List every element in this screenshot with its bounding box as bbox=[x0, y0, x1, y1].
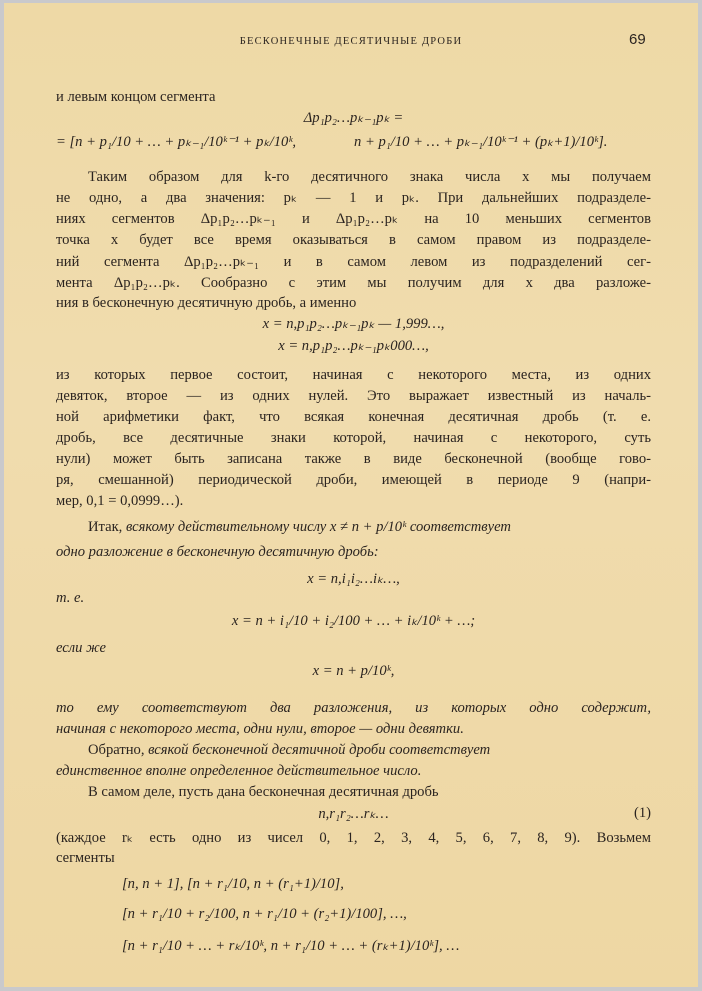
equation: x = n + p/10ᵏ, bbox=[312, 663, 395, 679]
italic-statement: всякому действительному числу x ≠ n + p/10ᵏ соответствует bbox=[125, 519, 511, 535]
text-line: (каждое rₖ есть одно из чисел 0, 1, 2, 3, 4, 5, 6, 7, 8, 9). Возьмем bbox=[56, 830, 651, 846]
text-line: В самом деле, пусть дана бесконечная десятичная дробь bbox=[88, 784, 439, 800]
equation: x = n + i₁/10 + i₂/100 + … + iₖ/10ᵏ + …; bbox=[231, 613, 476, 629]
text-line: мер, 0,1 = 0,0999…). bbox=[56, 493, 184, 509]
theorem-line: единственное вполне определенное действительное число. bbox=[56, 763, 422, 779]
text-line: дробь, все десятичные знаки которой, начиная с некоторого, суть bbox=[56, 430, 651, 446]
text-line: если же bbox=[56, 640, 106, 656]
text-line: из которых первое состоит, начиная с некоторого места, из одних bbox=[56, 367, 651, 383]
text-line: Таким образом для k-го десятичного знака числа x мы получаем bbox=[88, 169, 651, 185]
equation: [n + r₁/10 + r₂/100, n + r₁/10 + (r₂+1)/100], …, bbox=[122, 906, 407, 922]
equation-body: n,r₁r₂…rₖ… bbox=[318, 806, 389, 822]
running-title: БЕСКОНЕЧНЫЕ ДЕСЯТИЧНЫЕ ДРОБИ bbox=[239, 36, 463, 47]
page-number: 69 bbox=[629, 31, 646, 48]
text-line: т. е. bbox=[56, 590, 85, 606]
text-line: ний сегмента Δp₁p₂…pₖ₋₁ и в самом левом из подразделений сег- bbox=[56, 254, 651, 270]
italic-statement: всякой бесконечной десятичной дроби соответствует bbox=[148, 742, 491, 758]
equation: x = n,p₁p₂…pₖ₋₁pₖ000…, bbox=[278, 338, 429, 354]
theorem-line: одно разложение в бесконечную десятичную дробь: bbox=[56, 544, 379, 560]
text-line: ния в бесконечную десятичную дробь, а именно bbox=[56, 295, 357, 311]
text-line: нули) может быть записана также в виде бесконечной (вообще гово- bbox=[56, 451, 651, 467]
text-line: и левым концом сегмента bbox=[56, 89, 216, 105]
theorem-line: начиная с некоторого места, одни нули, второе — одни девятки. bbox=[56, 721, 464, 737]
text-line: точка x будет все время оказываться в самом правом из подразделе- bbox=[56, 232, 651, 248]
lead-word: Итак, bbox=[88, 519, 123, 535]
equation: = [n + p₁/10 + … + pₖ₋₁/10ᵏ⁻¹ + pₖ/10ᵏ, bbox=[56, 134, 297, 150]
equation bbox=[56, 805, 651, 823]
text-line: сегменты bbox=[56, 850, 115, 866]
theorem-line bbox=[56, 519, 651, 536]
book-page bbox=[4, 3, 698, 987]
text-line: не одно, а два значения: pₖ — 1 и pₖ. При дальнейших подразделе- bbox=[56, 190, 651, 206]
text-line: ниях сегментов Δp₁p₂…pₖ₋₁ и Δp₁p₂…pₖ на 10 меньших сегментов bbox=[56, 211, 651, 227]
text-line: ря, смешанной) периодической дроби, имеющей в периоде 9 (напри- bbox=[56, 472, 651, 488]
lead-word: Обратно, bbox=[88, 742, 145, 758]
text-line: ной арифметики факт, что всякая конечная десятичная дробь (т. е. bbox=[56, 409, 651, 425]
theorem-line bbox=[56, 742, 651, 759]
equation-number: (1) bbox=[633, 805, 651, 821]
theorem-line: то ему соответствуют два разложения, из которых одно содержит, bbox=[56, 700, 651, 716]
equation: [n, n + 1], [n + r₁/10, n + (r₁+1)/10], bbox=[122, 876, 344, 892]
equation: x = n,p₁p₂…pₖ₋₁pₖ — 1,999…, bbox=[262, 316, 445, 332]
equation: Δp₁p₂…pₖ₋₁pₖ = bbox=[303, 110, 404, 126]
equation: [n + r₁/10 + … + rₖ/10ᵏ, n + r₁/10 + … + (rₖ+1)/10ᵏ], … bbox=[122, 938, 460, 954]
text-line: девяток, второе — из одних нулей. Это выражает известный из началь- bbox=[56, 388, 651, 404]
equation: x = n,i₁i₂…iₖ…, bbox=[307, 571, 400, 587]
equation: n + p₁/10 + … + pₖ₋₁/10ᵏ⁻¹ + (pₖ+1)/10ᵏ]. bbox=[354, 134, 608, 150]
text-line: мента Δp₁p₂…pₖ. Сообразно с этим мы получим для x два разложе- bbox=[56, 275, 651, 291]
